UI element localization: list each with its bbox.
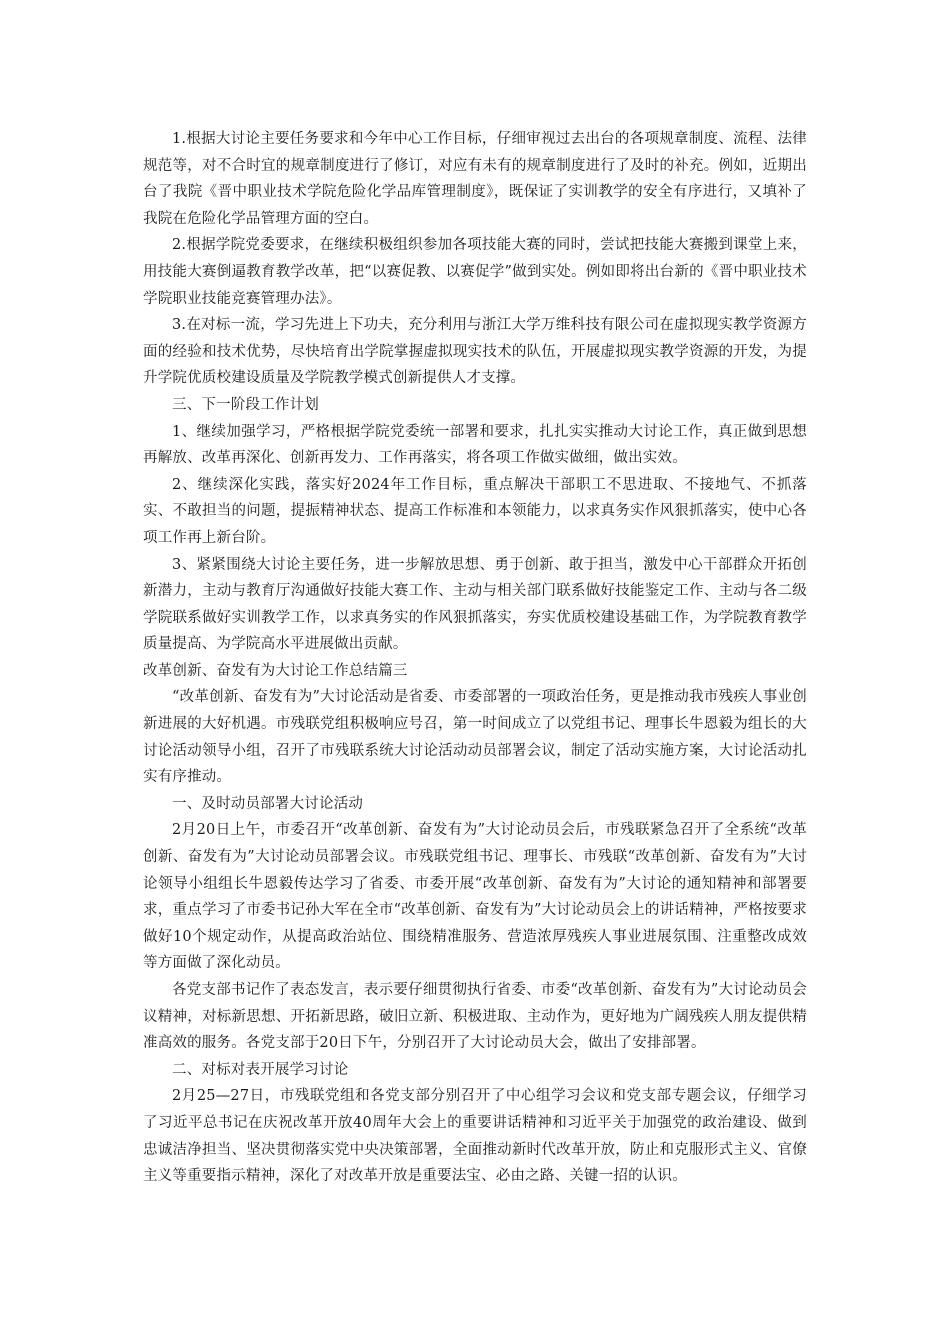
paragraph-item-2: 2.根据学院党委要求，在继续积极组织参加各项技能大赛的同时，尝试把技能大赛搬到课堂上来，用技能大赛倒逼教育教学改革，把“以赛促教、以赛促学”做到实处。例如即将出台新的《晋中职业技术学院职业技能竞赛管理办法》。 [143, 237, 807, 307]
mobilization-paragraph: 2月20日上午，市委召开“改革创新、奋发有为”大讨论动员会后，市残联紧急召开了全系统“改革创新、奋发有为”大讨论动员部署会议。市残联党组书记、理事长、市残联“改革创新、奋发有为”大讨论领导小组组长牛恩毅传达学习了省委、市委开展“改革创新、奋发有为”大讨论的通知精神和部署要求，重点学习了市委书记孙大军在全市“改革创新、奋发有为”大讨论动员会上的讲话精神，严格按要求做好10个规定动作，从提高政治站位、围绕精准服务、营造浓厚残疾人事业进展氛围、注重整改成效等方面做了深化动员。 [143, 822, 807, 972]
plan-item-1: 1、继续加强学习，严格根据学院党委统一部署和要求，扎扎实实推动大讨论工作，真正做到思想再解放、改革再深化、创新再发力、工作再落实，将各项工作做实做细，做出实效。 [143, 423, 807, 467]
intro-paragraph: “改革创新、奋发有为”大讨论活动是省委、市委部署的一项政治任务，更是推动我市残疾人事业创新进展的大好机遇。市残联党组积极响应号召，第一时间成立了以党组书记、理事长牛恩毅为组长的大讨论活动领导小组，召开了市残联系统大讨论活动动员部署会议，制定了活动实施方案，大讨论活动扎实有序推动。 [143, 689, 807, 786]
study-paragraph: 2月25—27日，市残联党组和各党支部分别召开了中心组学习会议和党支部专题会议，仔细学习了习近平总书记在庆祝改革开放40周年大会上的重要讲话精神和习近平关于加强党的政治建设、做到忠诚洁净担当、坚决贯彻落实党中央决策部署，全面推动新时代改革开放，防止和克服形式主义、官僚主义等重要指示精神，深化了对改革开放是重要法宝、必由之路、关键一招的认识。 [143, 1088, 807, 1185]
section-heading-3: 三、下一阶段工作计划 [172, 396, 319, 413]
section-heading-2: 二、对标对表开展学习讨论 [172, 1061, 349, 1078]
plan-item-3: 3、紧紧围绕大讨论主要任务，进一步解放思想、勇于创新、敢于担当，激发中心干部群众开拓创新潜力，主动与教育厅沟通做好技能大赛工作、主动与相关部门联系做好技能鉴定工作、主动与各二级学院联系做好实训教学工作，以求真务实的作风狠抓落实，夯实优质校建设基础工作，为学院教育教学质量提高、为学院高水平进展做出贡献。 [143, 556, 807, 653]
paragraph-item-1: 1.根据大讨论主要任务要求和今年中心工作目标，仔细审视过去出台的各项规章制度、流程、法律规范等，对不合时宜的规章制度进行了修订，对应有未有的规章制度进行了及时的补充。例如，近期出台了我院《晋中职业技术学院危险化学品库管理制度》，既保证了实训教学的安全有序进行，又填补了我院在危险化学品管理方面的空白。 [143, 131, 807, 227]
article-title: 改革创新、奋发有为大讨论工作总结篇三 [143, 662, 408, 679]
document-page [143, 126, 807, 1190]
paragraph-item-3: 3.在对标一流，学习先进上下功夫，充分利用与浙江大学万维科技有限公司在虚拟现实教学资源方面的经验和技术优势，尽快培育出学院掌握虚拟现实技术的队伍，开展虚拟现实教学资源的开发，为提升学院优质校建设质量及学院教学模式创新提供人才支撑。 [143, 317, 807, 387]
section-heading-1: 一、及时动员部署大讨论活动 [172, 795, 364, 812]
branch-paragraph: 各党支部书记作了表态发言，表示要仔细贯彻执行省委、市委“改革创新、奋发有为”大讨论动员会议精神，对标新思想、开拓新思路，破旧立新、积极进取、主动作为，更好地为广阔残疾人朋友提供精准高效的服务。各党支部于20日下午，分别召开了大讨论动员大会，做出了安排部署。 [143, 982, 807, 1052]
plan-item-2: 2、继续深化实践，落实好2024年工作目标，重点解决干部职工不思进取、不接地气、不抓落实、不敢担当的问题，提振精神状态、提高工作标准和本领能力，以求真务实作风狠抓落实，使中心各项工作再上新台阶。 [143, 476, 807, 546]
